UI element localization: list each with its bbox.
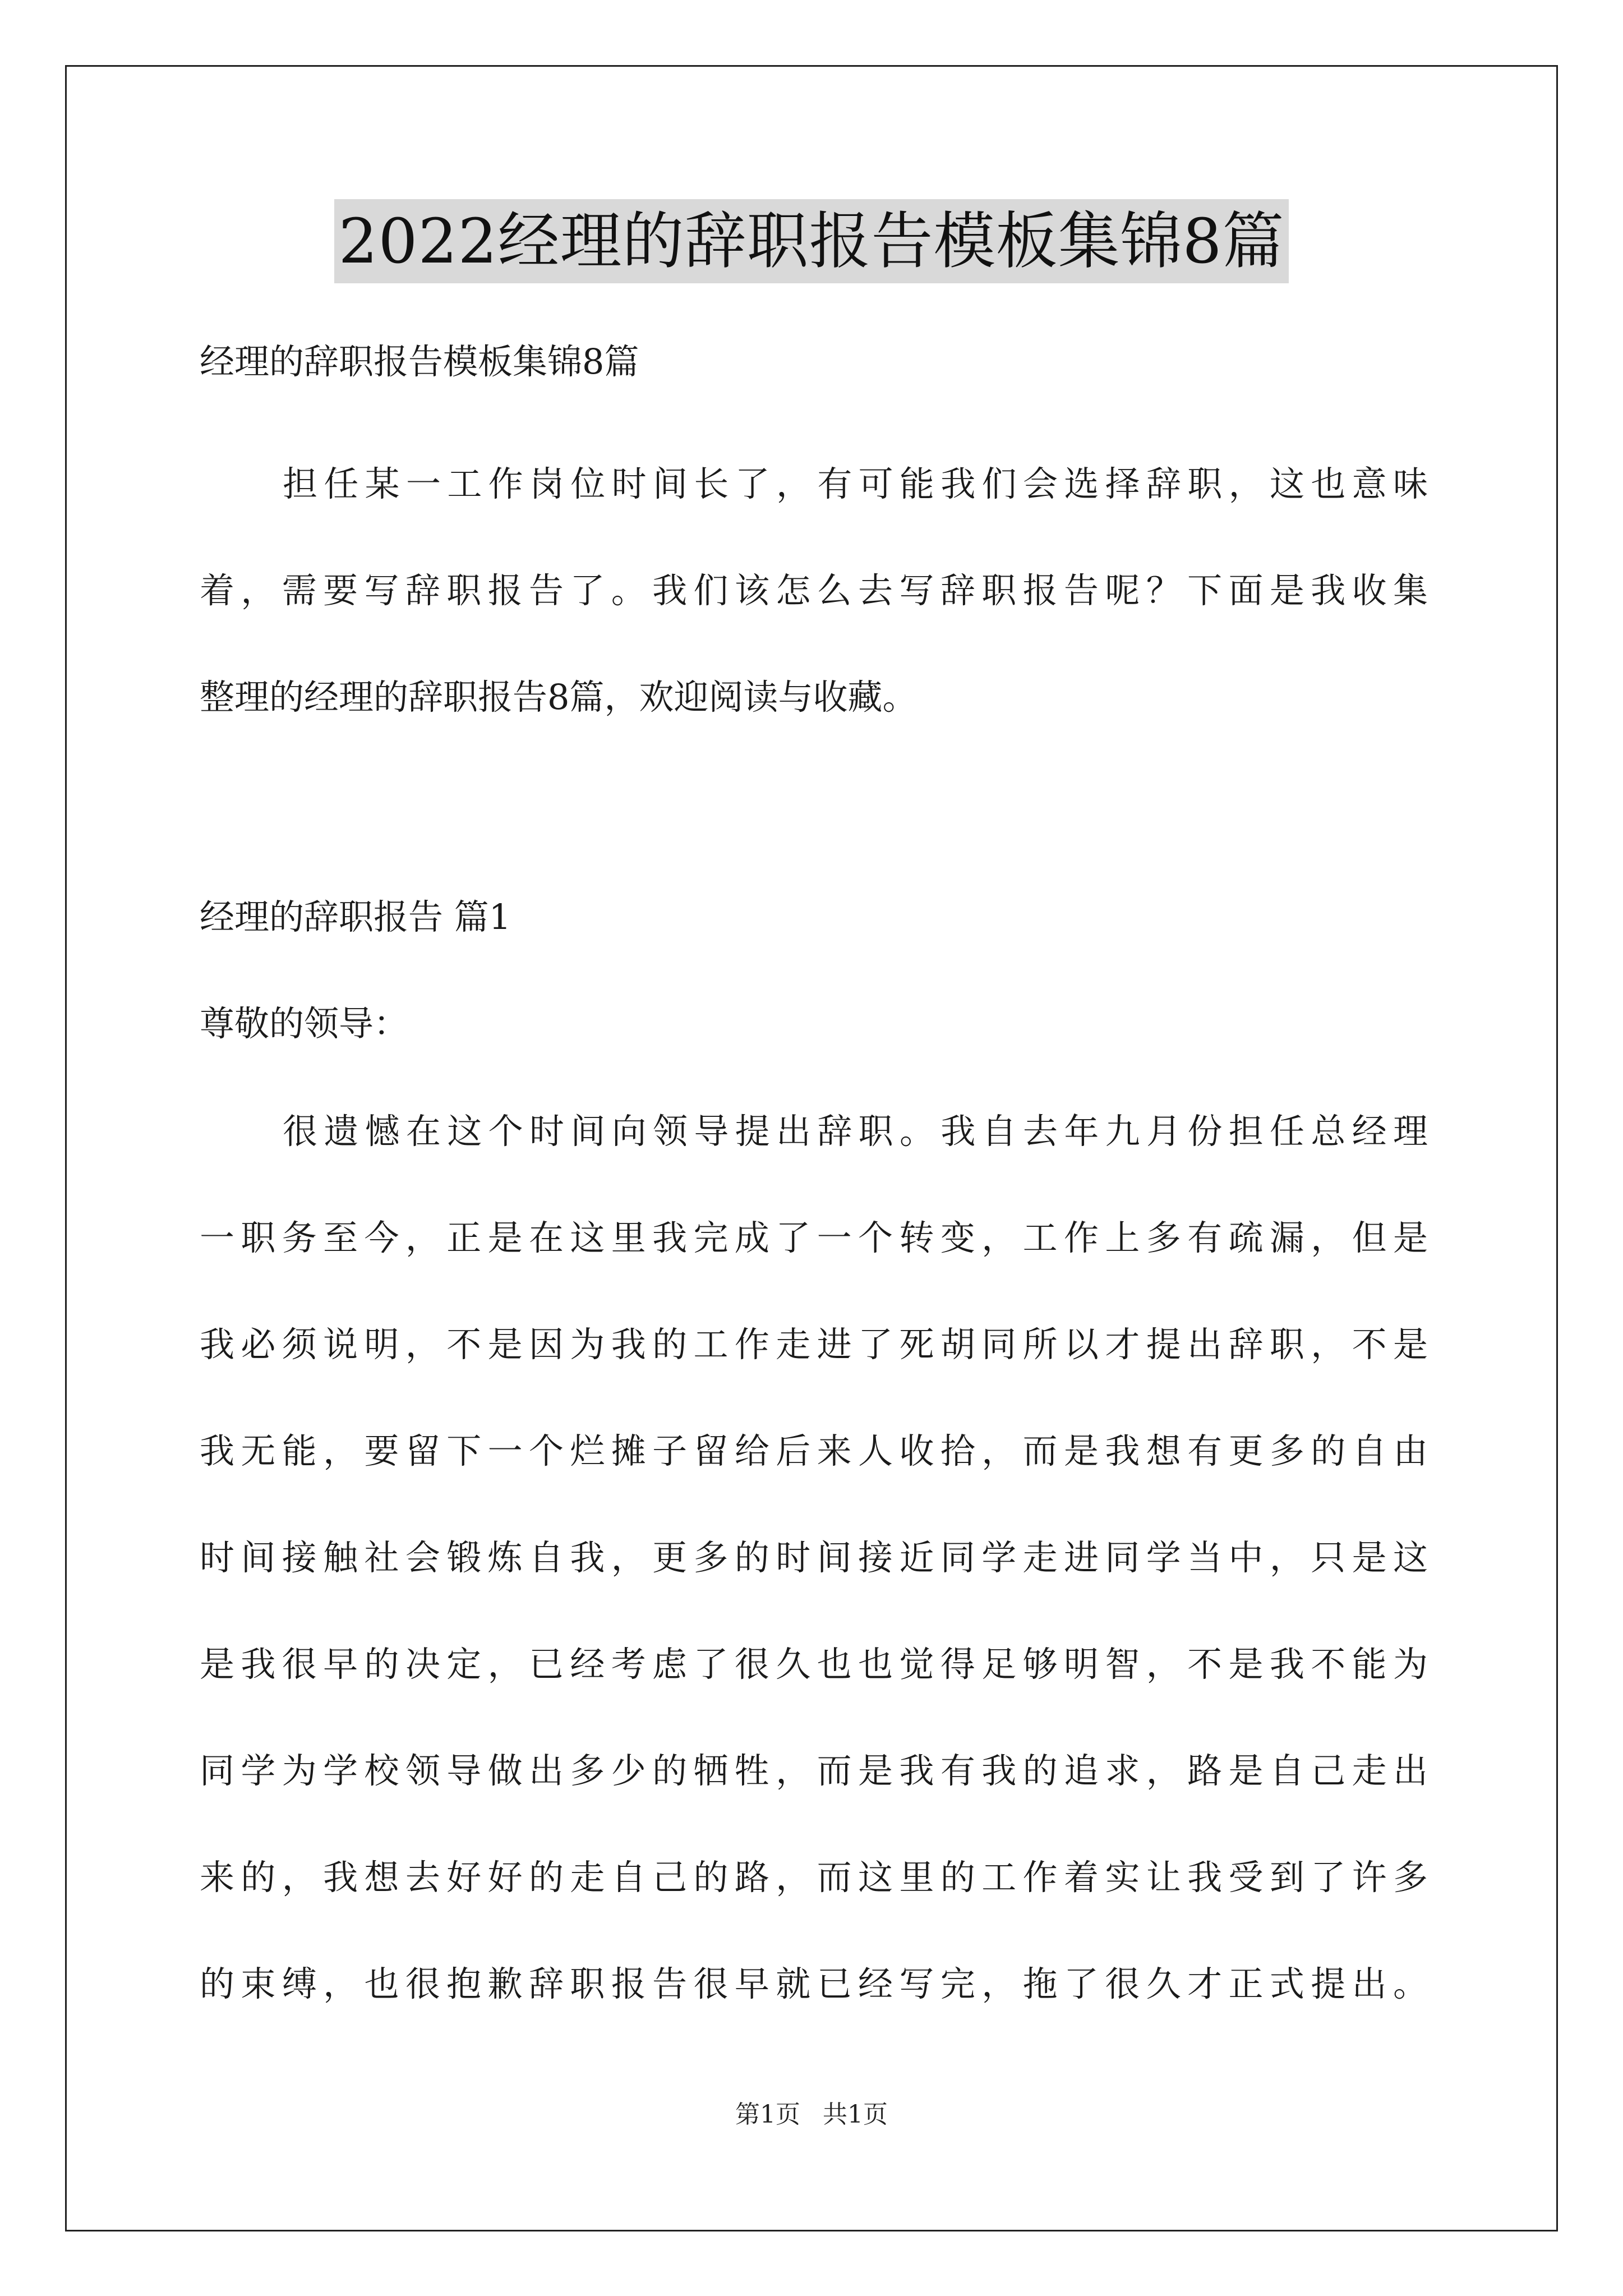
page-number: 第1页: [735, 2100, 800, 2129]
body-line: 来的，我想去好好的走自己的路，而这里的工作着实让我受到了许多: [200, 1857, 1428, 1898]
intro-line: 着，需要写辞职报告了。我们该怎么去写辞职报告呢？下面是我收集: [200, 570, 1428, 611]
body-line: 我无能，要留下一个烂摊子留给后来人收拾，而是我想有更多的自由: [200, 1430, 1428, 1471]
page-footer: [0, 2098, 1623, 2132]
salutation: 尊敬的领导：: [200, 1003, 409, 1044]
body-line: 的束缚，也很抱歉辞职报告很早就已经写完，拖了很久才正式提出。: [200, 1963, 1428, 2004]
section-heading: 经理的辞职报告 篇1: [200, 896, 511, 937]
body-line: 我必须说明，不是因为我的工作走进了死胡同所以才提出辞职，不是: [200, 1324, 1428, 1365]
body-line: 同学为学校领导做出多少的牺牲，而是我有我的追求，路是自己走出: [200, 1750, 1428, 1791]
document-title: 2022经理的辞职报告模板集锦8篇: [334, 199, 1289, 283]
body-paragraph: [200, 1078, 1428, 2037]
body-line: 时间接触社会锻炼自我，更多的时间接近同学走进同学当中，只是这: [200, 1537, 1428, 1578]
body-line: 一职务至今，正是在这里我完成了一个转变，工作上多有疏漏，但是: [200, 1217, 1428, 1258]
intro-line: 担任某一工作岗位时间长了，有可能我们会选择辞职，这也意味: [283, 463, 1428, 504]
body-line: 是我很早的决定，已经考虑了很久也也觉得足够明智，不是我不能为: [200, 1644, 1428, 1685]
body-line: 很遗憾在这个时间向领导提出辞职。我自去年九月份担任总经理: [283, 1111, 1428, 1152]
document-subtitle: 经理的辞职报告模板集锦8篇: [200, 341, 639, 382]
intro-line: 整理的经理的辞职报告8篇，欢迎阅读与收藏。: [200, 677, 917, 717]
title-container: [0, 199, 1623, 283]
page-total: 共1页: [823, 2100, 888, 2129]
intro-paragraph: [200, 431, 1428, 751]
